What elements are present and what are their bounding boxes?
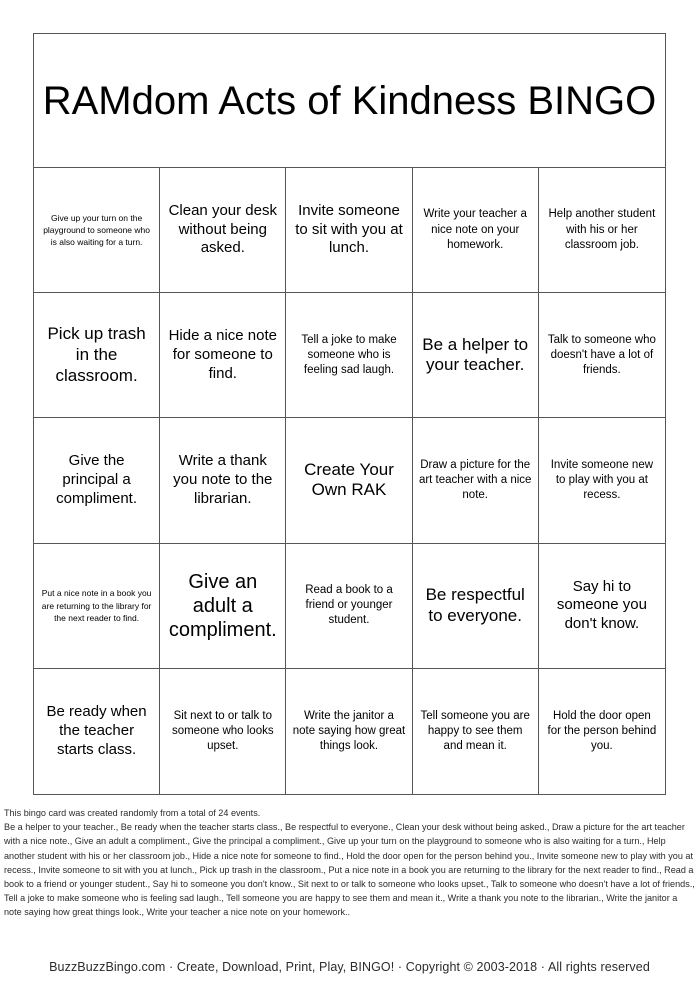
copyright-line: BuzzBuzzBingo.com · Create, Download, Print, Play, BINGO! · Copyright © 2003-2018 · All rights reserved: [49, 960, 650, 974]
bingo-cell[interactable]: [160, 544, 286, 669]
bingo-cell[interactable]: [34, 293, 160, 418]
bingo-cell[interactable]: [413, 418, 539, 543]
bingo-cell[interactable]: [34, 669, 160, 794]
bingo-cell[interactable]: [34, 168, 160, 293]
bingo-cell-text: Read a book to a friend or younger student.: [305, 583, 393, 627]
bingo-grid: [34, 168, 665, 794]
bingo-cell[interactable]: [160, 293, 286, 418]
bingo-cell[interactable]: [34, 418, 160, 543]
bingo-cell-text: Say hi to someone you don't know.: [556, 577, 647, 633]
footer-events-list: Be a helper to your teacher., Be ready when the teacher starts class., Be respectful to everyone., Clean your desk without being asked., Draw a picture for the art teacher with a nice note., Give an adult a compliment., Give the principal a compliment., Give up your turn on the playground to someone who is also waiting for a turn., Help another student with his or her classroom job., Hide a nice note for someone to find., Hold the door open for the person behind you., Invite someone new to play with you at recess., Invite someone to sit with you at lunch., Pick up trash in the classroom., Put a nice note in a book you are returning to the library for the next reader to find., Read a book to a friend or younger student., Say hi to someone you don't know., Sit next to or talk to someone who looks upset., Talk to someone who doesn't have a lot of friends., Tell a joke to make someone who is feeling sad laugh., Tell someone you are happy to see them and mean it., Write a thank you note to the librarian., Write the janitor a note saying how great things look., Write your teacher a nice note on your homework..: [4, 822, 695, 918]
bingo-card-title-band: [34, 34, 665, 168]
bingo-cell-text: Put a nice note in a book you are returning to the library for the next reader to find.: [41, 588, 152, 623]
bingo-cell-text: Write your teacher a nice note on your homework.: [423, 208, 527, 251]
bingo-cell[interactable]: [413, 293, 539, 418]
bingo-cell[interactable]: [539, 669, 665, 794]
bingo-cell[interactable]: [539, 544, 665, 669]
bingo-cell[interactable]: [34, 544, 160, 669]
bingo-cell-text: Tell a joke to make someone who is feeling sad laugh.: [301, 333, 397, 376]
bingo-cell-text: Create Your Own RAK: [304, 459, 394, 500]
bingo-cell-text: Draw a picture for the art teacher with a nice note.: [418, 458, 532, 502]
footer-note: [4, 806, 695, 919]
bingo-cell[interactable]: [539, 168, 665, 293]
bingo-cell-text: Sit next to or talk to someone who looks upset.: [171, 709, 274, 752]
bingo-cell[interactable]: [413, 168, 539, 293]
bingo-cell[interactable]: [539, 293, 665, 418]
bingo-cell-text: Hold the door open for the person behind you.: [547, 709, 657, 752]
bingo-cell[interactable]: [413, 669, 539, 794]
bingo-cell[interactable]: [539, 418, 665, 543]
bingo-cell-text: Give the principal a compliment.: [56, 452, 138, 507]
bingo-cell-text: Hide a nice note for someone to find.: [168, 327, 277, 382]
bingo-cell[interactable]: [160, 669, 286, 794]
bingo-cell-text: Invite someone to sit with you at lunch.: [295, 201, 403, 257]
bingo-cell[interactable]: [286, 293, 412, 418]
bingo-cell-text: Tell someone you are happy to see them and mean it.: [420, 709, 530, 752]
bingo-cell[interactable]: [160, 168, 286, 293]
bingo-cell-text: Help another student with his or her classroom job.: [548, 208, 656, 251]
bingo-cell-text: Be a helper to your teacher.: [422, 334, 529, 375]
bingo-cell[interactable]: [413, 544, 539, 669]
page-title: RAMdom Acts of Kindness BINGO: [42, 78, 657, 123]
bingo-cell-text: Write the janitor a note saying how great things look.: [292, 709, 406, 752]
bingo-cell-text: Be ready when the teacher starts class.: [46, 703, 147, 758]
bingo-cell-text: Give up your turn on the playground to someone who is also waiting for a turn.: [43, 212, 150, 248]
bingo-cell[interactable]: [160, 418, 286, 543]
bingo-cell-text: Clean your desk without being asked.: [168, 201, 277, 257]
bingo-cell-text: Give an adult a compliment.: [168, 570, 277, 641]
bingo-cell-text: Write a thank you note to the librarian.: [173, 452, 273, 507]
bingo-cell-text: Be respectful to everyone.: [425, 584, 525, 625]
bingo-cell[interactable]: [286, 544, 412, 669]
bingo-cell-text: Talk to someone who doesn't have a lot of friends.: [547, 333, 656, 376]
bingo-cell[interactable]: [286, 669, 412, 794]
bingo-cell-text: Pick up trash in the classroom.: [47, 324, 146, 385]
bingo-cell[interactable]: [286, 418, 412, 543]
bingo-cell[interactable]: [286, 168, 412, 293]
bingo-card: [33, 33, 666, 795]
bingo-cell-text: Invite someone new to play with you at recess.: [550, 458, 654, 502]
footer-summary: This bingo card was created randomly from a total of 24 events.: [4, 808, 261, 818]
